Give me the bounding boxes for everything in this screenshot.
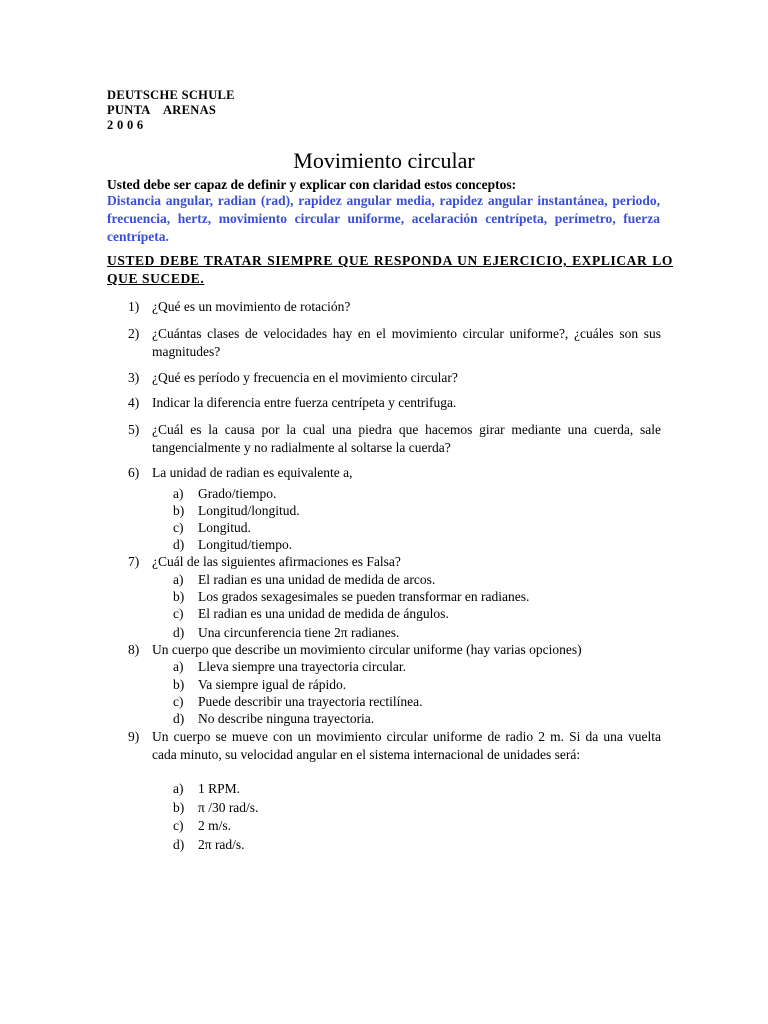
option-9d — [173, 836, 245, 854]
option-9c — [173, 817, 231, 835]
question-text: Un cuerpo que describe un movimiento circular uniforme (hay varias opciones) — [152, 642, 582, 657]
option-letter: a) — [173, 781, 184, 796]
option-letter: a) — [173, 659, 184, 674]
instruction-note: USTED DEBE TRATAR SIEMPRE QUE RESPONDA UN EJERCICIO, EXPLICAR LO QUE SUCEDE. — [107, 253, 673, 286]
option-text: Una circunferencia tiene 2π radianes. — [198, 625, 400, 640]
option-6c — [173, 519, 251, 537]
subtitle: Usted debe ser capaz de definir y explicar con claridad estos conceptos: — [107, 177, 517, 192]
school-year: 2 0 0 6 — [107, 118, 144, 132]
question-text: ¿Cuál es la causa por la cual una piedra que hacemos girar mediante una cuerda, sale tangencialmente y no radialmente al soltarse la cuerda? — [152, 422, 661, 455]
question-1 — [128, 298, 661, 316]
option-text: Grado/tiempo. — [198, 486, 277, 501]
question-3 — [128, 369, 661, 387]
question-text: ¿Qué es período y frecuencia en el movimiento circular? — [152, 370, 458, 385]
question-number: 4) — [128, 395, 140, 410]
question-number: 7) — [128, 554, 140, 569]
question-text: La unidad de radian es equivalente a, — [152, 465, 353, 480]
option-8a — [173, 658, 406, 676]
question-number: 8) — [128, 642, 140, 657]
option-8b — [173, 676, 346, 694]
question-number: 6) — [128, 465, 140, 480]
question-9 — [128, 728, 661, 764]
question-text: ¿Qué es un movimiento de rotación? — [152, 299, 351, 314]
option-7c — [173, 605, 449, 623]
option-text: Longitud. — [198, 520, 251, 535]
option-text: Va siempre igual de rápido. — [198, 677, 347, 692]
question-text: ¿Cuál de las siguientes afirmaciones es Falsa? — [152, 554, 401, 569]
option-letter: c) — [173, 606, 184, 621]
question-4 — [128, 394, 661, 412]
option-letter: c) — [173, 818, 184, 833]
option-text: No describe ninguna trayectoria. — [198, 711, 375, 726]
option-letter: c) — [173, 694, 184, 709]
option-text: Lleva siempre una trayectoria circular. — [198, 659, 407, 674]
page-title: Movimiento circular — [293, 148, 475, 173]
option-letter: b) — [173, 589, 185, 604]
question-6 — [128, 464, 661, 482]
option-8d — [173, 710, 374, 728]
option-text: El radian es una unidad de medida de ángulos. — [198, 606, 449, 621]
question-8 — [128, 641, 661, 659]
option-text: El radian es una unidad de medida de arcos. — [198, 572, 436, 587]
option-letter: c) — [173, 520, 184, 535]
question-number: 3) — [128, 370, 140, 385]
option-letter: d) — [173, 537, 185, 552]
option-9b — [173, 799, 258, 817]
question-text: ¿Cuántas clases de velocidades hay en el movimiento circular uniforme?, ¿cuáles son sus magnitudes? — [152, 326, 661, 359]
school-name: DEUTSCHE SCHULE — [107, 88, 235, 102]
question-number: 5) — [128, 422, 140, 437]
option-text: Puede describir una trayectoria rectilínea. — [198, 694, 423, 709]
option-letter: d) — [173, 625, 185, 640]
question-number: 9) — [128, 729, 140, 744]
school-header — [107, 88, 235, 133]
option-letter: b) — [173, 503, 185, 518]
option-letter: a) — [173, 486, 184, 501]
option-6b — [173, 502, 300, 520]
option-text: π /30 rad/s. — [198, 800, 259, 815]
question-number: 2) — [128, 326, 140, 341]
question-text: Indicar la diferencia entre fuerza centrípeta y centrifuga. — [152, 395, 457, 410]
option-letter: b) — [173, 677, 185, 692]
option-text: 2 m/s. — [198, 818, 232, 833]
option-text: 1 RPM. — [198, 781, 241, 796]
school-city: PUNTA ARENAS — [107, 103, 217, 117]
option-letter: b) — [173, 800, 185, 815]
option-text: 2π rad/s. — [198, 837, 245, 852]
option-letter: d) — [173, 711, 185, 726]
concepts-list: Distancia angular, radian (rad), rapidez angular media, rapidez angular instantánea, periodo, frecuencia, hertz, movimiento circular uniforme, acelaración centrípeta, perímetro, fuerza centrípeta. — [107, 193, 660, 244]
option-text: Los grados sexagesimales se pueden transformar en radianes. — [198, 589, 530, 604]
option-8c — [173, 693, 423, 711]
option-7b — [173, 588, 529, 606]
option-6a — [173, 485, 276, 503]
option-text: Longitud/tiempo. — [198, 537, 293, 552]
question-2 — [128, 325, 661, 361]
option-6d — [173, 536, 292, 554]
option-7d — [173, 624, 399, 642]
option-text: Longitud/longitud. — [198, 503, 300, 518]
question-5 — [128, 421, 661, 457]
option-letter: d) — [173, 837, 185, 852]
question-text: Un cuerpo se mueve con un movimiento circular uniforme de radio 2 m. Si da una vuelta cada minuto, su velocidad angular en el sistema internacional de unidades será: — [152, 729, 661, 762]
question-7 — [128, 553, 661, 571]
option-9a — [173, 780, 240, 798]
question-number: 1) — [128, 299, 140, 314]
option-letter: a) — [173, 572, 184, 587]
option-7a — [173, 571, 435, 589]
